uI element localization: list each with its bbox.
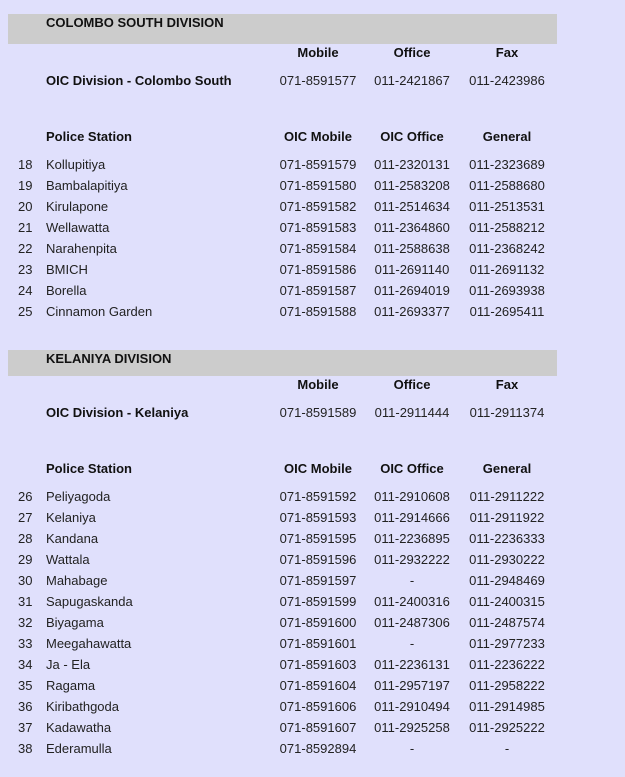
- station-general: 011-2914985: [469, 699, 545, 714]
- station-oic-office: 011-2932222: [374, 552, 450, 567]
- station-number: 28: [18, 531, 33, 546]
- station-general: 011-2323689: [469, 157, 545, 172]
- station-oic-mobile: 071-8591607: [279, 720, 357, 735]
- station-name: Bambalapitiya: [46, 178, 128, 193]
- oic-mobile: 071-8591577: [279, 73, 357, 88]
- oic-office: 011-2421867: [374, 73, 450, 88]
- station-oic-mobile: 071-8591603: [279, 657, 357, 672]
- station-general: 011-2693938: [469, 283, 545, 298]
- station-general: 011-2588680: [469, 178, 545, 193]
- station-name: Ja - Ela: [46, 657, 91, 672]
- station-header-general: General: [482, 461, 532, 476]
- station-oic-office: 011-2691140: [374, 262, 450, 277]
- station-oic-office: 011-2925258: [374, 720, 450, 735]
- station-oic-mobile: 071-8591592: [279, 489, 357, 504]
- station-general: -: [504, 741, 510, 756]
- station-oic-office: 011-2487306: [374, 615, 450, 630]
- station-oic-mobile: 071-8591579: [279, 157, 357, 172]
- station-number: 26: [18, 489, 33, 504]
- oic-fax: 011-2423986: [469, 73, 545, 88]
- station-oic-mobile: 071-8591582: [279, 199, 357, 214]
- station-oic-mobile: 071-8591586: [279, 262, 357, 277]
- station-number: 32: [18, 615, 33, 630]
- station-name: Cinnamon Garden: [46, 304, 153, 319]
- station-oic-office: -: [409, 573, 415, 588]
- station-number: 36: [18, 699, 33, 714]
- station-general: 011-2236222: [469, 657, 545, 672]
- station-oic-mobile: 071-8591593: [279, 510, 357, 525]
- station-oic-mobile: 071-8591580: [279, 178, 357, 193]
- station-number: 34: [18, 657, 33, 672]
- station-oic-mobile: 071-8591604: [279, 678, 357, 693]
- station-name: BMICH: [46, 262, 88, 277]
- station-oic-office: 011-2364860: [374, 220, 450, 235]
- station-header-name: Police Station: [46, 129, 132, 144]
- station-number: 23: [18, 262, 33, 277]
- station-number: 29: [18, 552, 33, 567]
- station-number: 18: [18, 157, 33, 172]
- contact-header-fax: Fax: [495, 377, 519, 392]
- station-oic-mobile: 071-8591588: [279, 304, 357, 319]
- station-general: 011-2487574: [469, 615, 545, 630]
- station-oic-mobile: 071-8591599: [279, 594, 357, 609]
- station-oic-mobile: 071-8591584: [279, 241, 357, 256]
- station-general: 011-2400315: [469, 594, 545, 609]
- station-general: 011-2368242: [469, 241, 545, 256]
- station-oic-mobile: 071-8591600: [279, 615, 357, 630]
- station-name: Kirulapone: [46, 199, 109, 214]
- station-oic-office: 011-2514634: [374, 199, 450, 214]
- station-name: Wattala: [46, 552, 90, 567]
- station-oic-mobile: 071-8591596: [279, 552, 357, 567]
- station-oic-mobile: 071-8591587: [279, 283, 357, 298]
- station-name: Wellawatta: [46, 220, 110, 235]
- station-name: Meegahawatta: [46, 636, 132, 651]
- station-number: 35: [18, 678, 33, 693]
- station-number: 38: [18, 741, 33, 756]
- station-name: Borella: [46, 283, 87, 298]
- station-general: 011-2925222: [469, 720, 545, 735]
- station-header-general: General: [482, 129, 532, 144]
- station-header-oic-mobile: OIC Mobile: [284, 129, 352, 144]
- station-general: 011-2911922: [469, 510, 545, 525]
- division-title: COLOMBO SOUTH DIVISION: [46, 15, 224, 30]
- station-header-oic-mobile: OIC Mobile: [284, 461, 352, 476]
- station-general: 011-2958222: [469, 678, 545, 693]
- station-general: 011-2948469: [469, 573, 545, 588]
- station-oic-mobile: 071-8591597: [279, 573, 357, 588]
- station-number: 24: [18, 283, 33, 298]
- station-general: 011-2695411: [469, 304, 545, 319]
- station-name: Mahabage: [46, 573, 108, 588]
- division-title: KELANIYA DIVISION: [46, 351, 172, 366]
- contact-header-mobile: Mobile: [297, 377, 339, 392]
- station-name: Kelaniya: [46, 510, 96, 525]
- station-name: Kandana: [46, 531, 99, 546]
- station-general: 011-2977233: [469, 636, 545, 651]
- contact-header-office: Office: [393, 377, 431, 392]
- station-oic-office: 011-2910494: [374, 699, 450, 714]
- station-number: 27: [18, 510, 33, 525]
- station-name: Biyagama: [46, 615, 104, 630]
- station-oic-mobile: 071-8591601: [279, 636, 357, 651]
- oic-office: 011-2911444: [374, 405, 450, 420]
- station-name: Ragama: [46, 678, 96, 693]
- station-oic-office: 011-2914666: [374, 510, 450, 525]
- station-oic-mobile: 071-8592894: [279, 741, 357, 756]
- station-oic-mobile: 071-8591606: [279, 699, 357, 714]
- station-header-name: Police Station: [46, 461, 132, 476]
- station-oic-office: 011-2583208: [374, 178, 450, 193]
- station-oic-office: 011-2957197: [374, 678, 450, 693]
- oic-mobile: 071-8591589: [279, 405, 357, 420]
- station-oic-mobile: 071-8591583: [279, 220, 357, 235]
- contact-header-mobile: Mobile: [297, 45, 339, 60]
- station-oic-office: 011-2694019: [374, 283, 450, 298]
- station-general: 011-2236333: [469, 531, 545, 546]
- station-oic-office: 011-2693377: [374, 304, 450, 319]
- station-general: 011-2513531: [469, 199, 545, 214]
- contact-header-fax: Fax: [495, 45, 519, 60]
- station-oic-mobile: 071-8591595: [279, 531, 357, 546]
- station-name: Sapugaskanda: [46, 594, 133, 609]
- station-name: Kiribathgoda: [46, 699, 119, 714]
- station-general: 011-2930222: [469, 552, 545, 567]
- station-number: 19: [18, 178, 33, 193]
- station-oic-office: 011-2236895: [374, 531, 450, 546]
- station-name: Peliyagoda: [46, 489, 111, 504]
- station-oic-office: 011-2320131: [374, 157, 450, 172]
- station-oic-office: -: [409, 636, 415, 651]
- station-general: 011-2691132: [469, 262, 545, 277]
- station-number: 31: [18, 594, 33, 609]
- station-name: Kadawatha: [46, 720, 112, 735]
- station-number: 22: [18, 241, 33, 256]
- station-oic-office: 011-2236131: [374, 657, 450, 672]
- station-name: Ederamulla: [46, 741, 112, 756]
- contact-header-office: Office: [393, 45, 431, 60]
- station-oic-office: -: [409, 741, 415, 756]
- station-number: 20: [18, 199, 33, 214]
- station-number: 37: [18, 720, 33, 735]
- station-number: 21: [18, 220, 33, 235]
- station-name: Kollupitiya: [46, 157, 106, 172]
- station-name: Narahenpita: [46, 241, 117, 256]
- station-oic-office: 011-2588638: [374, 241, 450, 256]
- oic-division-label: OIC Division - Colombo South: [46, 73, 232, 88]
- station-header-oic-office: OIC Office: [380, 129, 444, 144]
- oic-division-label: OIC Division - Kelaniya: [46, 405, 189, 420]
- station-number: 25: [18, 304, 33, 319]
- station-general: 011-2588212: [469, 220, 545, 235]
- station-number: 30: [18, 573, 33, 588]
- station-general: 011-2911222: [469, 489, 545, 504]
- station-header-oic-office: OIC Office: [380, 461, 444, 476]
- oic-fax: 011-2911374: [469, 405, 545, 420]
- station-oic-office: 011-2400316: [374, 594, 450, 609]
- station-number: 33: [18, 636, 33, 651]
- station-oic-office: 011-2910608: [374, 489, 450, 504]
